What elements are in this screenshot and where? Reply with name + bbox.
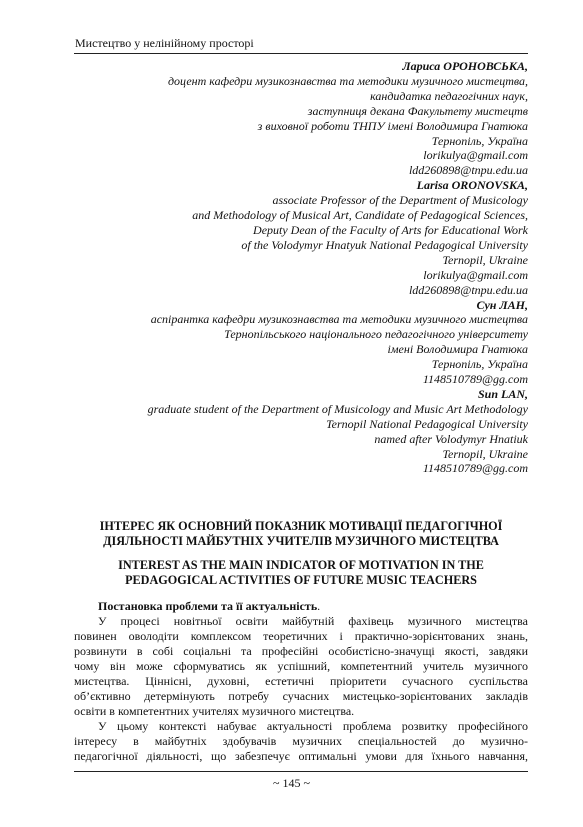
title-line: PEDAGOGICAL ACTIVITIES OF FUTURE MUSIC TEACHERS xyxy=(125,572,477,587)
author-email: ldd260898@tnpu.edu.ua xyxy=(408,282,528,297)
author-affiliation-line: named after Volodymyr Hnatiuk xyxy=(374,431,528,446)
header-divider xyxy=(74,53,528,54)
author-location: Тернопіль, Україна xyxy=(431,357,528,372)
author-affiliation-line: заступниця декана Факультету мистецтв xyxy=(307,103,528,118)
author-affiliation-line: and Methodology of Musical Art, Candidate of Pedagogical Sciences, xyxy=(192,208,528,223)
author-name: Larisa ORONOVSKA, xyxy=(416,178,528,193)
author-block-oronovska-en xyxy=(58,178,528,297)
author-location: Ternopil, Ukraine xyxy=(442,252,528,267)
author-block-lan-ua xyxy=(58,298,528,387)
author-name: Сун ЛАН, xyxy=(476,297,528,312)
author-email: ldd260898@tnpu.edu.ua xyxy=(408,163,528,178)
author-affiliation-line: of the Volodymyr Hnatyuk National Pedagogical University xyxy=(241,237,528,252)
title-line: ІНТЕРЕС ЯК ОСНОВНИЙ ПОКАЗНИК МОТИВАЦІЇ ПЕДАГОГІЧНОЇ xyxy=(99,519,503,533)
paragraph-line: інтересу в майбутніх здобувачів музичних спеціальностей до музично- xyxy=(74,734,528,748)
section-heading-text: Постановка проблеми та її актуальність xyxy=(98,599,318,613)
author-affiliation-line: associate Professor of the Department of Musicology xyxy=(272,193,528,208)
author-affiliation-line: імені Володимира Гнатюка xyxy=(387,342,528,357)
author-affiliation-line: кандидатка педагогічних наук, xyxy=(370,88,528,103)
section-heading-period: . xyxy=(317,599,321,613)
author-location: Ternopil, Ukraine xyxy=(442,446,528,461)
author-affiliation-line: доцент кафедри музикознавства та методики музичного мистецтва, xyxy=(167,73,528,88)
paragraph-line: У цьому контексті набуває актуальності проблема розвитку професійного xyxy=(98,719,528,733)
title-line: INTEREST AS THE MAIN INDICATOR OF MOTIVATION IN THE xyxy=(118,558,484,572)
author-info-section xyxy=(58,59,528,476)
paragraph xyxy=(74,719,528,764)
author-affiliation-line: Тернопільського національного педагогічного університету xyxy=(224,327,528,342)
author-location: Тернопіль, Україна xyxy=(431,133,528,148)
author-block-lan-en xyxy=(58,387,528,476)
paragraph-line: мистецтва. Ціннісні, духовні, естетичні пріоритети сучасного суспільства xyxy=(74,674,528,688)
author-block-oronovska-ua xyxy=(58,59,528,178)
paragraph-line: освіти в компетентних учителях музичного мистецтва. xyxy=(74,704,355,718)
paragraph xyxy=(74,614,528,719)
running-header-title: Мистецтво у нелінійному просторі xyxy=(75,36,254,50)
paragraph-line: педагогічної діяльності, що забезпечує оптимальні умови для їхнього навчання, xyxy=(74,749,528,763)
page-number: ~ 145 ~ xyxy=(273,776,310,790)
paragraph-line: розвинути в собі соціальні та професійні особистісно-значущі якості, завдяки xyxy=(74,644,528,658)
author-email: lorikulya@gmail.com xyxy=(423,148,528,163)
paragraph-line: чому він може сформуватись як успішний, компетентний учитель музичного xyxy=(74,659,528,673)
author-email: lorikulya@gmail.com xyxy=(423,267,528,282)
paragraph-line: об’єктивно детермінують потребу сучасних мистецько-зорієнтованих закладів xyxy=(74,689,528,703)
article-body xyxy=(74,599,528,764)
author-name: Sun LAN, xyxy=(477,386,528,401)
author-affiliation-line: Deputy Dean of the Faculty of Arts for Educational Work xyxy=(253,222,528,237)
article-title-english xyxy=(74,558,528,587)
author-affiliation-line: аспірантка кафедри музикознавства та методики музичного мистецтва xyxy=(150,312,528,327)
section-heading xyxy=(74,599,528,614)
title-line: ДІЯЛЬНОСТІ МАЙБУТНІХ УЧИТЕЛІВ МУЗИЧНОГО МИСТЕЦТВА xyxy=(103,533,499,548)
author-affiliation-line: graduate student of the Department of Musicology and Music Art Methodology xyxy=(147,401,528,416)
paragraph-line: У процесі новітньої освіти майбутній фахівець музичного мистецтва xyxy=(98,614,528,628)
author-affiliation-line: Ternopil National Pedagogical University xyxy=(326,416,528,431)
author-name: Лариса ОРОНОВСЬКА, xyxy=(402,59,528,73)
author-email: 1148510789@gg.com xyxy=(422,461,528,476)
author-email: 1148510789@gg.com xyxy=(422,372,528,387)
article-title-ukrainian xyxy=(74,519,528,548)
footer-divider xyxy=(74,771,528,772)
paragraph-line: повинен оволодіти комплексом теоретичних і практично-зорієнтованих знань, xyxy=(74,629,528,643)
author-affiliation-line: з виховної роботи ТНПУ імені Володимира Гнатюка xyxy=(257,118,528,133)
